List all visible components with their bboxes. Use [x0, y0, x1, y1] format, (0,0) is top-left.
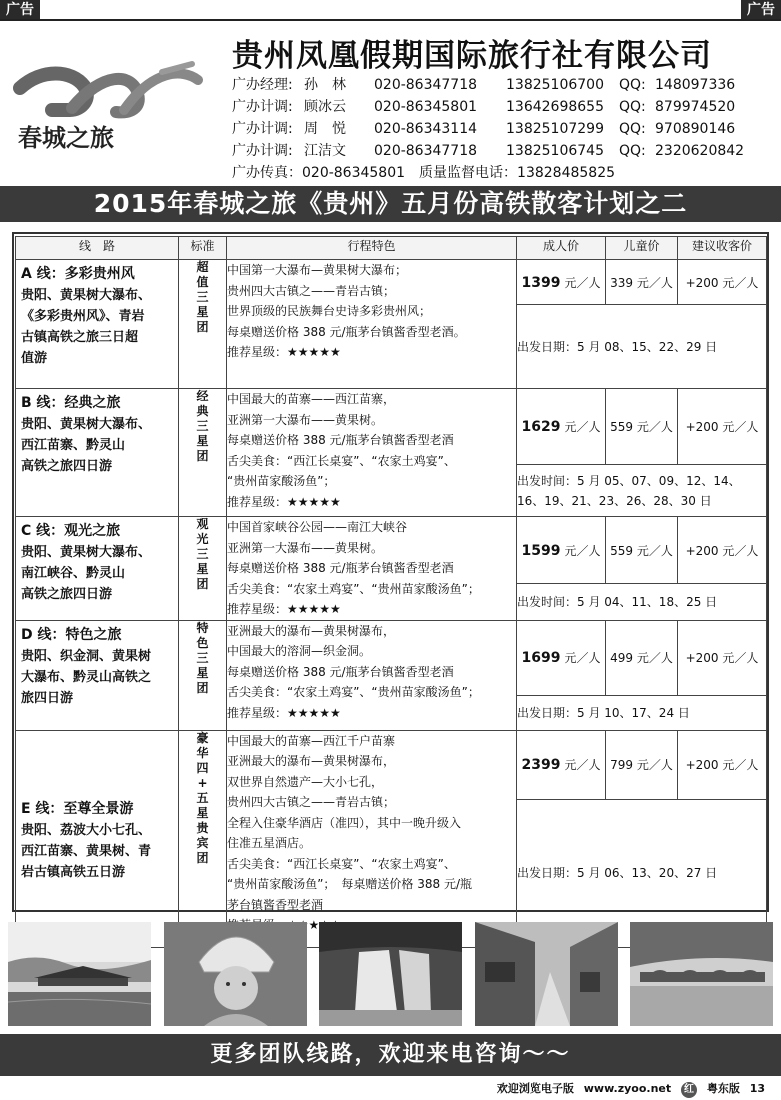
itinerary-cell	[227, 389, 517, 517]
contact-mobile: 13825107299	[506, 121, 604, 137]
route-title: B 线：经典之旅	[21, 395, 121, 411]
company-logo	[12, 58, 212, 158]
tour-standard-char: +	[197, 775, 208, 790]
itinerary-line: 贵州四大古镇之——青岩古镇；	[227, 795, 396, 809]
itinerary-line: 中国最大的苗寨—西江千户苗寨	[227, 733, 396, 748]
fax-line: 广办传真：020-86345801 质量监督电话：13828485825	[232, 165, 616, 181]
itinerary-line: 贵州四大古镇之——青岩古镇；	[227, 283, 396, 298]
footer-browse: 欢迎浏览电子版	[496, 1082, 574, 1095]
contact-mobile: 13825106700	[506, 77, 604, 93]
contact-mobile: 13642698655	[506, 99, 604, 115]
itinerary-cell	[227, 517, 517, 621]
itinerary-line: 亚洲第一大瀑布——黄果树。	[227, 412, 384, 427]
route-name-cell	[16, 389, 179, 517]
adult-price-value: 2399	[521, 757, 561, 773]
logo-text: 春城之旅	[18, 123, 114, 152]
tour-standard	[179, 389, 227, 517]
departure-dates	[517, 465, 767, 517]
footer-website[interactable]: www.zyoo.net	[583, 1082, 672, 1095]
tour-standard-char: 团	[196, 850, 209, 865]
itinerary-cell	[227, 260, 517, 389]
waterfall-photo	[319, 922, 462, 1026]
adult-price-unit: 元／人	[564, 651, 601, 665]
adult-price-value: 1699	[521, 650, 561, 666]
contact-name: 孙 林	[304, 77, 346, 93]
tour-standard-char: 团	[196, 320, 209, 334]
tour-standard-char: 观	[196, 517, 209, 531]
tour-standard-char: 贵	[196, 820, 209, 835]
contact-qq-label: QQ:	[619, 121, 646, 137]
itinerary-line: 推荐星级：★★★★★	[227, 494, 341, 509]
departure-dates	[517, 584, 767, 620]
tour-standard-char: 团	[196, 449, 209, 463]
itinerary-cell	[227, 730, 517, 947]
itinerary-line: 中国最大的溶洞—织金洞。	[227, 644, 372, 658]
wind-rain-bridge-photo	[8, 922, 151, 1026]
header-standard: 标准	[179, 237, 227, 260]
contact-role: 广办计调:	[232, 99, 293, 115]
contact-qq: 2320620842	[655, 143, 745, 159]
tour-standard-char: 星	[196, 562, 209, 576]
route-title: D 线：特色之旅	[21, 626, 122, 643]
tour-standard-char: 三	[196, 650, 209, 665]
contact-qq-label: QQ:	[619, 77, 646, 93]
itinerary-line: 舌尖美食：“西江长桌宴”、“农家土鸡宴”、	[227, 856, 456, 871]
tour-standard-char: 五	[196, 790, 209, 805]
departure-date-line: 出发日期：5 月 10、17、24 日	[517, 705, 690, 720]
suggested-price: +200 元／人	[678, 730, 767, 799]
footer-page-number: 13	[749, 1082, 765, 1095]
route-row	[16, 389, 767, 465]
route-description-line: 西江苗寨、黔灵山	[21, 438, 126, 453]
itinerary-line: 每桌赠送价格 388 元/瓶茅台镇酱香型老酒	[227, 433, 454, 447]
tour-standard-char: 值	[196, 275, 209, 289]
route-description-line: 旅四日游	[21, 690, 74, 706]
route-title: C 线：观光之旅	[21, 523, 121, 539]
itinerary-line: 世界顶级的民族舞台史诗多彩贵州风；	[227, 304, 432, 318]
route-title: A 线：多彩贵州风	[21, 266, 135, 282]
itinerary-line: 舌尖美食：“西江长桌宴”、“农家土鸡宴”、	[227, 453, 456, 468]
header-suggested-price: 建议收客价	[678, 237, 767, 260]
departure-date-line: 出发时间：5 月 05、07、09、12、14、	[517, 473, 741, 488]
header-itinerary: 行程特色	[227, 237, 517, 260]
route-description-line: 西江苗寨、黄果树、青	[21, 843, 152, 859]
adult-price	[517, 730, 606, 799]
adult-price-value: 1599	[521, 542, 561, 559]
contact-mobile: 13825106745	[506, 143, 604, 159]
contact-qq: 970890146	[655, 121, 736, 137]
route-description-line: 大瀑布、黔灵山高铁之	[21, 669, 152, 685]
miao-girl-silver-headdress-photo	[164, 922, 307, 1026]
tour-standard-char: 三	[196, 419, 209, 433]
tour-standard-char: 豪	[196, 730, 209, 745]
itinerary-line: 中国首家峡谷公园——南江大峡谷	[227, 520, 408, 534]
suggested-price: +200 元／人	[678, 517, 767, 584]
itinerary-line: 住准五星酒店。	[227, 836, 312, 850]
adult-price-unit: 元／人	[564, 275, 601, 290]
adult-price-value: 1629	[521, 419, 561, 435]
route-description-line: 贵阳、荔波大小七孔、	[21, 822, 152, 838]
route-name-cell	[16, 620, 179, 730]
contact-qq: 148097336	[655, 77, 736, 93]
adult-price-unit: 元／人	[564, 758, 601, 772]
tour-standard-char: 经	[196, 389, 209, 403]
itinerary-line: 亚洲最大的瀑布—黄果树瀑布，	[227, 754, 396, 768]
tour-standard-char: 特	[196, 620, 209, 635]
itinerary-line: 舌尖美食：“农家土鸡宴”、“贵州苗家酸汤鱼”；	[227, 581, 480, 596]
route-description-line: 《多彩贵州风》、青岩	[21, 309, 145, 324]
contact-qq-label: QQ:	[619, 143, 646, 159]
adult-price	[517, 389, 606, 465]
itinerary-cell	[227, 620, 517, 730]
contact-name: 周 悦	[304, 121, 346, 137]
itinerary-line: 中国第一大瀑布—黄果树大瀑布；	[227, 263, 408, 277]
tour-standard	[179, 260, 227, 389]
route-description-line: 贵阳、黄果树大瀑布、	[21, 545, 152, 560]
adult-price-unit: 元／人	[564, 543, 601, 558]
itinerary-line: “贵州苗家酸汤鱼”；	[227, 474, 336, 488]
banner-title: 2015年春城之旅《贵州》五月份高铁散客计划之二	[0, 186, 781, 222]
route-name-cell	[16, 260, 179, 389]
header-adult-price: 成人价	[517, 237, 606, 260]
route-title: E 线：至尊全景游	[21, 800, 134, 817]
tour-standard-char: 团	[196, 577, 209, 591]
suggested-price: +200 元／人	[678, 620, 767, 695]
itinerary-line: 中国最大的苗寨——西江苗寨，	[227, 392, 396, 406]
header-child-price: 儿童价	[606, 237, 678, 260]
route-description-line: 古镇高铁之旅三日超	[21, 330, 139, 345]
contact-name: 顾冰云	[304, 99, 346, 115]
route-description-line: 岩古镇高铁五日游	[21, 864, 126, 880]
adult-price	[517, 620, 606, 695]
route-row	[16, 517, 767, 584]
tour-standard-char: 星	[196, 305, 209, 319]
ad-label-left: 广告	[0, 0, 40, 20]
contact-name: 江洁文	[304, 143, 346, 159]
adult-price	[517, 517, 606, 584]
itinerary-line: 亚洲最大的瀑布—黄果树瀑布，	[227, 623, 396, 638]
departure-dates	[517, 305, 767, 389]
route-description-line: 南江峡谷、黔灵山	[21, 566, 126, 581]
child-price: 799 元／人	[606, 730, 678, 799]
contact-row	[232, 96, 744, 118]
contact-list	[232, 74, 744, 184]
tour-standard-char: 光	[196, 532, 209, 546]
itinerary-line: 舌尖美食：“农家土鸡宴”、“贵州苗家酸汤鱼”；	[227, 685, 480, 699]
tour-standard-char: 星	[196, 434, 209, 448]
ad-label-right: 广告	[741, 0, 781, 20]
tour-standard-char: 华	[196, 745, 209, 760]
tour-standard-char: 星	[196, 665, 209, 680]
child-price: 559 元／人	[606, 389, 678, 465]
route-description-line: 值游	[21, 351, 48, 366]
route-row	[16, 730, 767, 799]
contact-qq: 879974520	[655, 99, 736, 115]
tour-standard-char: 四	[196, 760, 209, 775]
photo-strip	[8, 922, 773, 1026]
top-rule	[0, 19, 781, 21]
stone-bridge-photo	[630, 922, 773, 1026]
child-price: 559 元／人	[606, 517, 678, 584]
contact-qq-label: QQ:	[619, 99, 646, 115]
contact-row	[232, 118, 744, 140]
route-description-line: 高铁之旅四日游	[21, 587, 113, 602]
itinerary-line: 全程入住豪华酒店（准四），其中一晚升级入	[227, 815, 462, 830]
footer-meta	[491, 1080, 765, 1098]
tour-standard-char: 典	[196, 404, 209, 418]
child-price: 339 元／人	[606, 260, 678, 305]
itinerary-line: 推荐星级：★★★★★	[227, 602, 341, 616]
tour-standard-char: 三	[196, 547, 209, 561]
itinerary-line: “贵州苗家酸汤鱼”； 每桌赠送价格 388 元/瓶	[227, 877, 473, 891]
route-description-line: 贵阳、黄果树大瀑布、	[21, 288, 152, 303]
contact-tel: 020-86345801	[374, 99, 478, 115]
route-description-line: 贵阳、织金洞、黄果树	[21, 648, 152, 664]
contact-row	[232, 74, 744, 96]
footer-badge-icon: 红	[681, 1082, 697, 1098]
route-name-cell	[16, 517, 179, 621]
departure-date-line: 出发日期：5 月 06、13、20、27 日	[517, 866, 718, 880]
adult-price	[517, 260, 606, 305]
header-route: 线 路	[16, 237, 179, 260]
tour-standard-char: 星	[196, 805, 209, 820]
itinerary-line: 每桌赠送价格 388 元/瓶茅台镇酱香型老酒	[227, 561, 454, 575]
tour-standard-char: 宾	[196, 835, 209, 850]
tour-standard-char: 团	[196, 680, 209, 695]
contact-role: 广办经理:	[232, 77, 293, 93]
route-name-cell	[16, 730, 179, 947]
itinerary-line: 双世界自然遗产—大小七孔，	[227, 774, 384, 789]
adult-price-value: 1399	[521, 274, 561, 291]
suggested-price: +200 元／人	[678, 260, 767, 305]
itinerary-line: 茅台镇酱香型老酒	[227, 897, 324, 912]
adult-price-unit: 元／人	[564, 420, 601, 434]
contact-role: 广办计调:	[232, 121, 293, 137]
itinerary-line: 推荐星级：★★★★★	[227, 345, 341, 359]
suggested-price: +200 元／人	[678, 389, 767, 465]
tour-standard	[179, 730, 227, 947]
route-description-line: 贵阳、黄果树大瀑布、	[21, 417, 152, 432]
ancient-town-street-photo	[475, 922, 618, 1026]
contact-tel: 020-86343114	[374, 121, 478, 137]
contact-role: 广办计调:	[232, 143, 293, 159]
departure-date-line: 16、19、21、23、26、28、30 日	[517, 493, 712, 508]
departure-dates	[517, 695, 767, 730]
company-name: 贵州凤凰假期国际旅行社有限公司	[232, 38, 712, 74]
departure-date-line: 出发日期：5 月 08、15、22、29 日	[517, 339, 718, 354]
departure-date-line: 出发时间：5 月 04、11、18、25 日	[517, 594, 718, 609]
itinerary-line: 亚洲第一大瀑布——黄果树。	[227, 540, 384, 555]
table-header-row	[16, 237, 767, 260]
contact-tel: 020-86347718	[374, 143, 478, 159]
route-row	[16, 620, 767, 695]
itinerary-line: 每桌赠送价格 388 元/瓶茅台镇酱香型老酒。	[227, 324, 466, 339]
tour-standard-char: 三	[196, 290, 209, 304]
tour-standard-char: 色	[196, 635, 209, 650]
tour-standard	[179, 620, 227, 730]
contact-tel: 020-86347718	[374, 77, 478, 93]
contact-row	[232, 140, 744, 162]
route-row	[16, 260, 767, 305]
itinerary-line: 推荐星级：★★★★★	[227, 705, 341, 720]
tour-standard	[179, 517, 227, 621]
tour-standard-char: 超	[196, 260, 209, 274]
route-table	[15, 236, 767, 948]
footer-slogan: 更多团队线路，欢迎来电咨询～～	[0, 1034, 781, 1076]
itinerary-line: 每桌赠送价格 388 元/瓶茅台镇酱香型老酒	[227, 664, 454, 679]
child-price: 499 元／人	[606, 620, 678, 695]
route-description-line: 高铁之旅四日游	[21, 459, 113, 474]
footer-edition: 粤东版	[706, 1082, 740, 1095]
